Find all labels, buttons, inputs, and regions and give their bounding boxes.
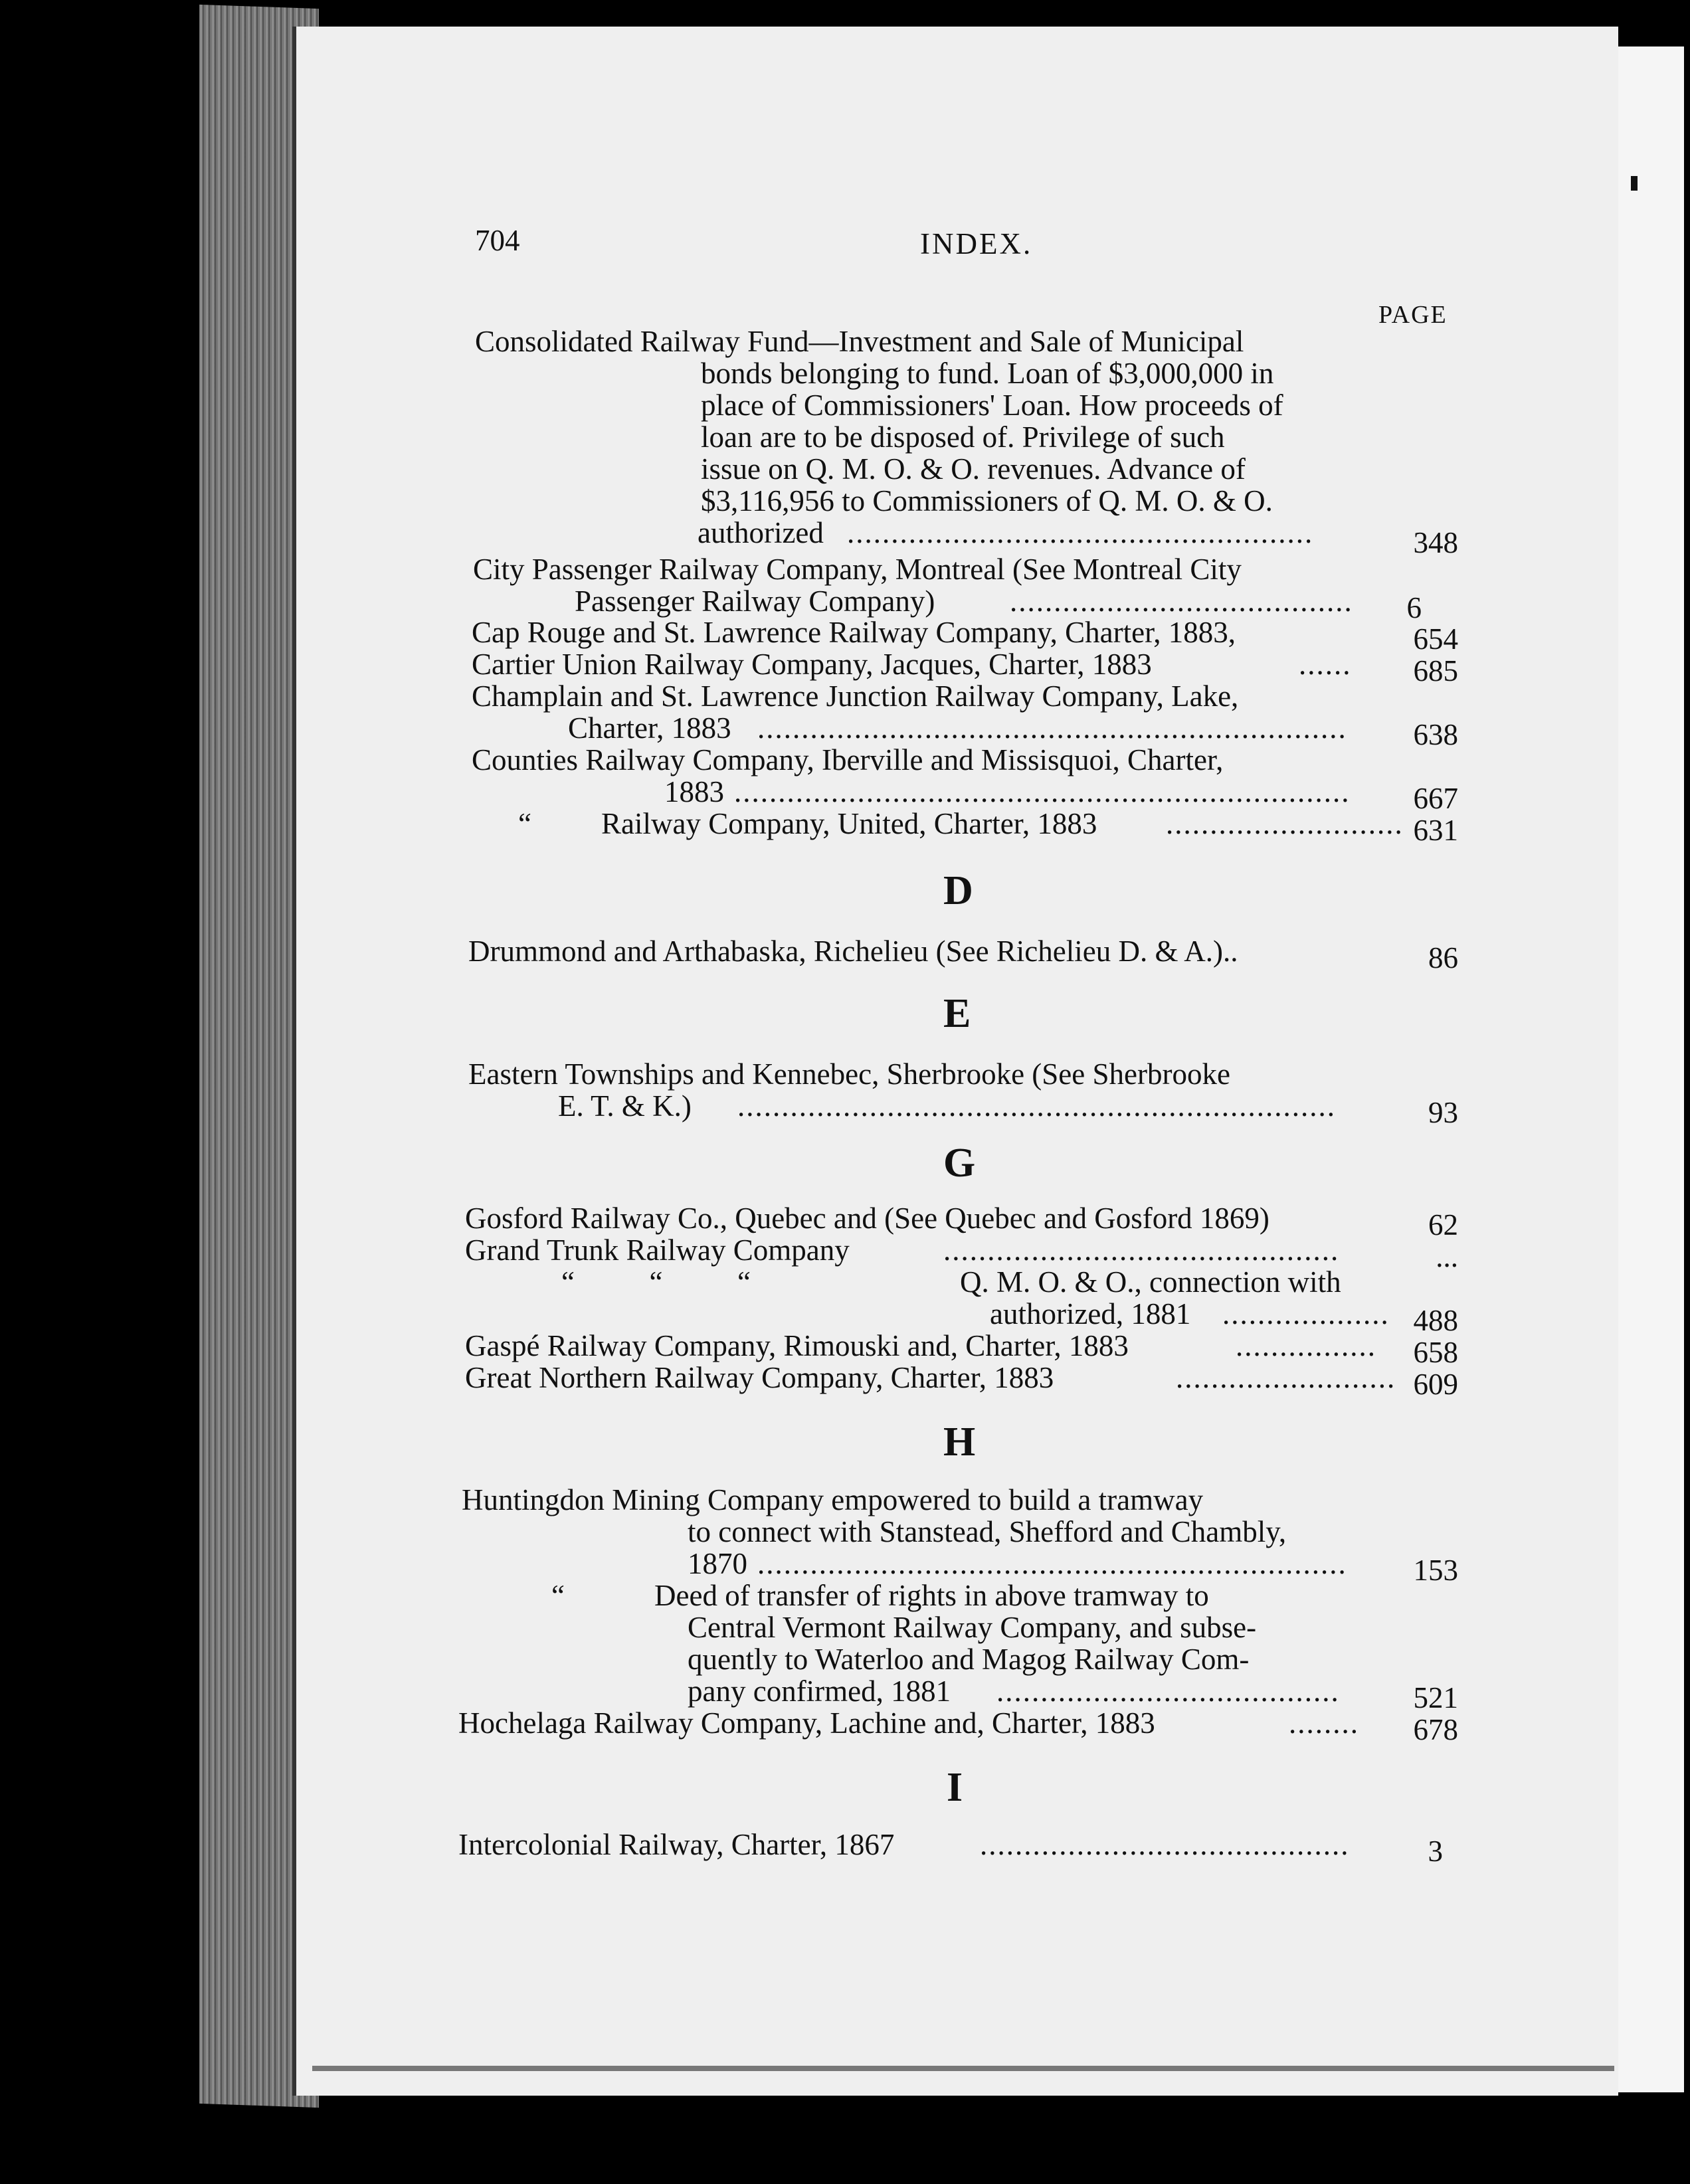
page-bottom-rule (312, 2066, 1614, 2071)
entry-line: place of Commissioners' Loan. How proceeds of (701, 389, 1283, 422)
entry-line: Cap Rouge and St. Lawrence Railway Company, Charter, 1883, (472, 616, 1236, 649)
leader-dots: ................................................................... (757, 711, 1347, 745)
ditto-mark: “ (551, 1579, 565, 1612)
leader-dots: ....................................... (996, 1675, 1340, 1708)
page-ref: 93 (1428, 1096, 1458, 1129)
entry-line: to connect with Stanstead, Shefford and Chambly, (688, 1515, 1287, 1548)
page-ref: 86 (1428, 941, 1458, 974)
entry-line: Railway Company, United, Charter, 1883 (601, 807, 1097, 840)
entry-line: Gosford Railway Co., Quebec and (See Quebec and Gosford 1869) (465, 1202, 1269, 1235)
leader-dots: ................... (1222, 1297, 1390, 1330)
section-letter: D (943, 868, 973, 913)
ditto-mark: “ “ “ (561, 1265, 751, 1299)
entry-line: authorized (698, 516, 824, 549)
entry-line: pany confirmed, 1881 (688, 1675, 951, 1708)
page-mark (1631, 176, 1638, 191)
entry-line: 1870 (688, 1547, 747, 1580)
leader-dots: ...................................................................... (734, 775, 1351, 808)
leader-dots: .......................................... (980, 1828, 1350, 1861)
entry-line: quently to Waterloo and Magog Railway Com- (688, 1643, 1250, 1676)
entry-line: Eastern Townships and Kennebec, Sherbrooke (See Sherbrooke (468, 1057, 1230, 1091)
page-ref: 348 (1413, 526, 1458, 559)
page-ref: 153 (1413, 1554, 1458, 1587)
entry-line: Huntingdon Mining Company empowered to build a tramway (462, 1483, 1204, 1516)
facing-page-edge (1618, 46, 1684, 2092)
entry-line: $3,116,956 to Commissioners of Q. M. O. & O. (701, 484, 1273, 517)
entry-line: issue on Q. M. O. & O. revenues. Advance of (701, 452, 1246, 486)
entry-line: Grand Trunk Railway Company (465, 1233, 850, 1267)
page-ref: 667 (1413, 782, 1458, 815)
entry-line: Cartier Union Railway Company, Jacques, Charter, 1883 (472, 648, 1152, 681)
entry-line: E. T. & K.) (558, 1089, 692, 1123)
leader-dots: ........ (1289, 1706, 1359, 1740)
section-letter: G (943, 1140, 976, 1186)
entry-line: Drummond and Arthabaska, Richelieu (See Richelieu D. & A.).. (468, 935, 1238, 968)
leader-dots: ....................................... (1010, 585, 1353, 618)
leader-dots: ..................................................... (847, 516, 1314, 549)
entry-line: Intercolonial Railway, Charter, 1867 (458, 1828, 895, 1861)
page-ref: 685 (1413, 654, 1458, 687)
page-number: 704 (475, 224, 520, 257)
leader-dots: .................................................................... (737, 1089, 1336, 1123)
page-ref: 678 (1413, 1713, 1458, 1746)
entry-line: City Passenger Railway Company, Montreal (See Montreal City (473, 553, 1242, 586)
leader-dots: ................ (1236, 1329, 1376, 1362)
page-ref: 658 (1413, 1336, 1458, 1369)
ditto-mark: “ (518, 807, 531, 840)
entry-line: Central Vermont Railway Company, and subse- (688, 1611, 1257, 1644)
leader-dots: ......................... (1176, 1361, 1396, 1394)
section-letter: H (943, 1419, 976, 1465)
page-ref: 654 (1413, 622, 1458, 656)
entry-line: bonds belonging to fund. Loan of $3,000,000 in (701, 357, 1274, 390)
entry-line: Hochelaga Railway Company, Lachine and, Charter, 1883 (458, 1706, 1155, 1740)
entry-line: 1883 (664, 775, 724, 808)
page-ref: 638 (1413, 718, 1458, 751)
leader-dots: ...... (1299, 648, 1352, 681)
entry-line: Counties Railway Company, Iberville and Missisquoi, Charter, (472, 743, 1224, 776)
entry-line: Deed of transfer of rights in above tramway to (654, 1579, 1209, 1612)
page-ref: 62 (1428, 1208, 1458, 1241)
leader-dots: ............................................. (943, 1233, 1340, 1267)
entry-line: Charter, 1883 (568, 711, 731, 745)
entry-line: Passenger Railway Company) (575, 585, 935, 618)
entry-line: Gaspé Railway Company, Rimouski and, Charter, 1883 (465, 1329, 1129, 1362)
entry-line: authorized, 1881 (990, 1297, 1191, 1330)
section-letter: I (947, 1765, 963, 1810)
page-title: INDEX. (920, 227, 1033, 260)
page-ref: 6 (1406, 591, 1422, 624)
entry-line: Consolidated Railway Fund—Investment and Sale of Municipal (475, 325, 1244, 358)
page-ref: 521 (1413, 1681, 1458, 1714)
page-ref: 488 (1413, 1304, 1458, 1337)
page-ref: 3 (1428, 1835, 1443, 1868)
entry-line: Champlain and St. Lawrence Junction Railway Company, Lake, (472, 680, 1239, 713)
page-column-heading: PAGE (1378, 301, 1448, 329)
entry-line: loan are to be disposed of. Privilege of such (701, 420, 1225, 454)
entry-line: Great Northern Railway Company, Charter, 1883 (465, 1361, 1054, 1394)
leader-dots: ........................... (1166, 807, 1404, 840)
page-ref: 631 (1413, 814, 1458, 847)
page-ref: 609 (1413, 1368, 1458, 1401)
entry-line: Q. M. O. & O., connection with (960, 1265, 1341, 1299)
page-ref: ... (1436, 1240, 1458, 1273)
leader-dots: ................................................................... (757, 1547, 1347, 1580)
section-letter: E (943, 991, 971, 1036)
